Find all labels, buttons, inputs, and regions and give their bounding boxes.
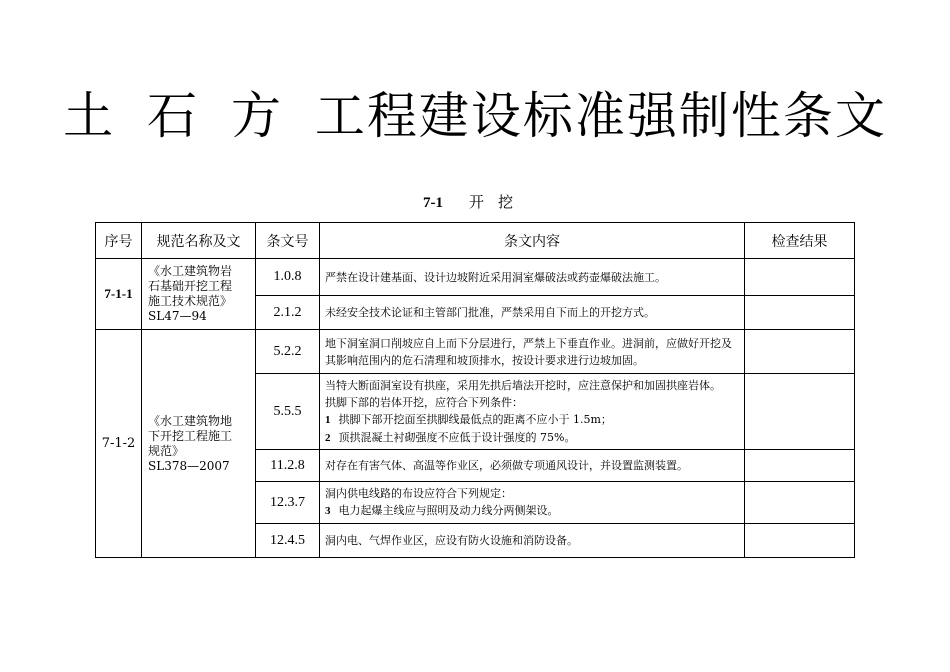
item-number: 2 [325,432,331,444]
article-number: 12.3.7 [256,482,320,524]
spec-line: 规范》 [148,443,185,458]
check-result-cell[interactable] [745,259,855,296]
table-row [96,330,855,374]
article-number: 5.2.2 [256,330,320,374]
header-article: 条文号 [256,223,320,259]
article-line: 当特大断面洞室设有拱座，采用先拱后墙法开挖时，应注意保护和加固拱座岩体。 [325,379,721,392]
article-item [325,429,739,447]
article-text [320,374,745,450]
document-title [0,76,950,148]
header-result: 检查结果 [745,223,855,259]
group-seq: 7-1-2 [96,330,142,558]
article-text: 洞内电、气焊作业区，应设有防火设施和消防设备。 [320,524,745,558]
check-result-cell[interactable] [745,524,855,558]
check-result-cell[interactable] [745,482,855,524]
article-item [325,411,739,429]
article-item [325,502,739,520]
group-spec [142,259,256,330]
item-number: 3 [325,505,331,517]
table-header-row [96,223,855,259]
spec-line: 施工技术规范》 [148,294,233,308]
article-text: 严禁在设计建基面、设计边坡附近采用洞室爆破法或药壶爆破法施工。 [320,259,745,296]
section-heading [0,191,950,212]
spec-line: 下开挖工程施工 [148,428,233,443]
document-title-spaced: 土 石 方 工 [63,87,367,145]
check-result-cell[interactable] [745,450,855,482]
article-text [320,482,745,524]
item-number: 1 [325,414,331,426]
article-line: 拱脚下部的岩体开挖，应符合下列条件： [325,396,523,409]
table-row [96,259,855,296]
section-number: 7-1 [422,195,443,211]
article-text: 地下洞室洞口削坡应自上而下分层进行，严禁上下垂直作业。进洞前，应做好开挖及其影响范围内的危石清理和坡顶排水，按设计要求进行边坡加固。 [320,330,745,374]
article-number: 1.0.8 [256,259,320,296]
group-seq: 7-1-1 [96,259,142,330]
spec-code: SL47—94 [148,309,207,323]
spec-line: 《水工建筑物岩 [148,264,233,278]
check-result-cell[interactable] [745,330,855,374]
item-text: 顶拱混凝土衬砌强度不应低于设计强度的 75%。 [338,431,576,444]
article-number: 12.4.5 [256,524,320,558]
article-number: 11.2.8 [256,450,320,482]
article-text: 未经安全技术论证和主管部门批准，严禁采用自下而上的开挖方式。 [320,296,745,330]
header-seq: 序号 [96,223,142,259]
article-line: 洞内供电线路的布设应符合下列规定： [325,487,512,500]
spec-code: SL378—2007 [148,458,230,473]
check-result-cell[interactable] [745,374,855,450]
header-content: 条文内容 [320,223,745,259]
item-text: 拱脚下部开挖面至拱脚线最低点的距离不应小于 1.5m； [338,413,612,426]
article-text: 对存在有害气体、高温等作业区，必须做专项通风设计，并设置监测装置。 [320,450,745,482]
article-number: 2.1.2 [256,296,320,330]
spec-line: 《水工建筑物地 [148,413,233,428]
check-result-cell[interactable] [745,296,855,330]
document-title-rest: 程建设标准强制性条文 [366,87,887,145]
header-spec: 规范名称及文 [142,223,256,259]
section-name: 开挖 [468,193,527,211]
group-spec [142,330,256,558]
article-number: 5.5.5 [256,374,320,450]
spec-line: 石基础开挖工程 [148,279,233,293]
item-text: 电力起爆主线应与照明及动力线分两侧架设。 [338,504,559,517]
standards-table [95,222,855,558]
